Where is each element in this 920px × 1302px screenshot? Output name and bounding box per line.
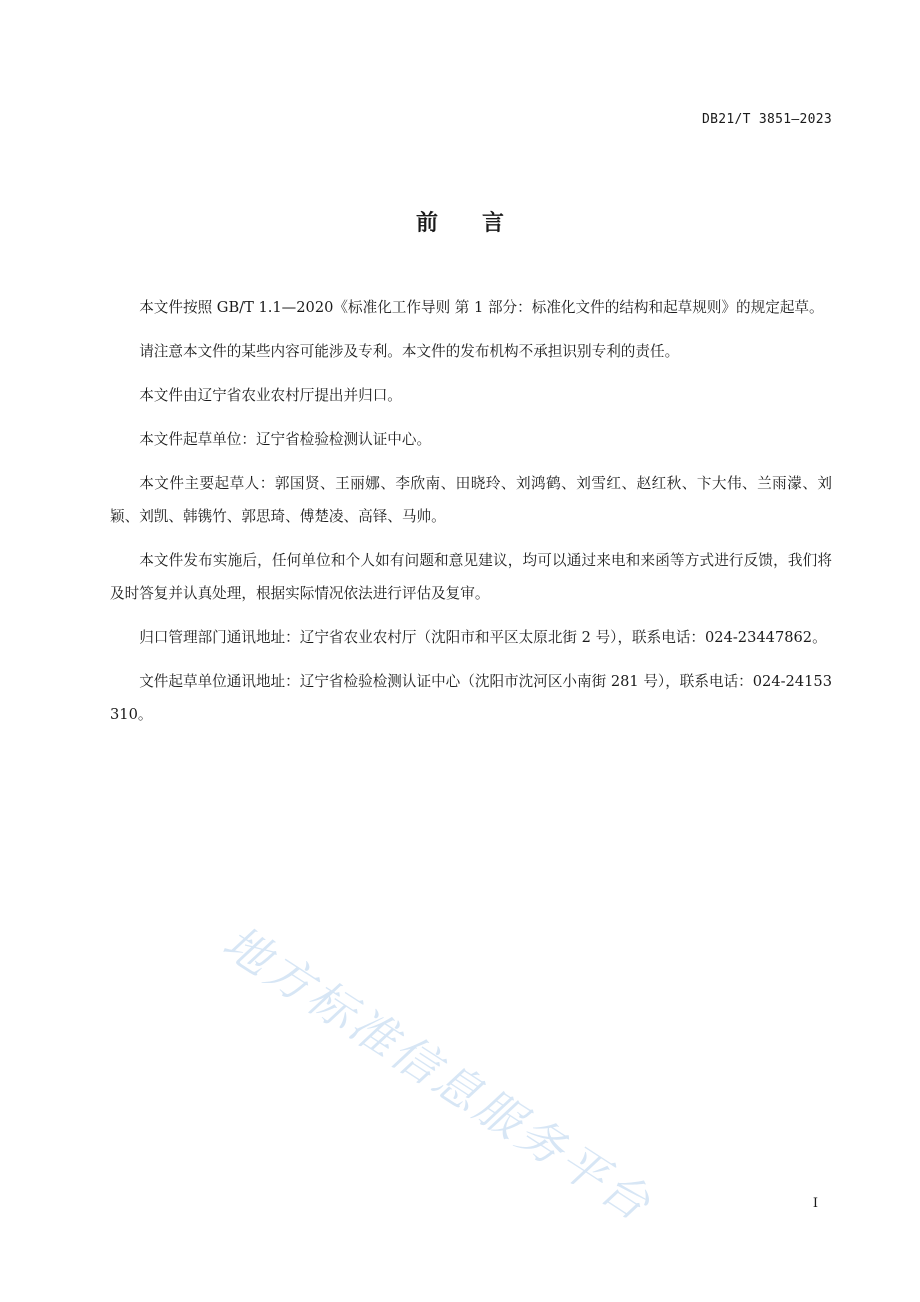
watermark: 地方标准信息服务平台 (213, 914, 663, 1233)
paragraph-proposer: 本文件由辽宁省农业农村厅提出并归口。 (139, 387, 402, 404)
body-text (110, 291, 832, 742)
paragraph-management-address: 归口管理部门通讯地址：辽宁省农业农村厅（沈阳市和平区太原北街 2 号），联系电话：024-23447862。 (139, 629, 827, 646)
paragraph-drafters: 本文件主要起草人：郭国贤、王丽娜、李欣南、田晓玲、刘鸿鹤、刘雪红、赵红秋、卞大伟、兰雨濛、刘颖、刘凯、韩镌竹、郭思琦、傅楚凌、高铎、马帅。 (110, 475, 832, 525)
page-number: I (812, 1196, 818, 1211)
paragraph-drafting-rules: 本文件按照 GB/T 1.1—2020《标准化工作导则 第 1 部分：标准化文件的结构和起草规则》的规定起草。 (139, 299, 824, 316)
paragraph-drafting-unit: 本文件起草单位：辽宁省检验检测认证中心。 (139, 431, 432, 448)
paragraph-feedback: 本文件发布实施后，任何单位和个人如有问题和意见建议，均可以通过来电和来函等方式进行反馈，我们将及时答复并认真处理，根据实际情况依法进行评估及复审。 (110, 552, 832, 602)
document-code: DB21/T 3851—2023 (701, 112, 832, 127)
paragraph-patent-notice: 请注意本文件的某些内容可能涉及专利。本文件的发布机构不承担识别专利的责任。 (139, 343, 680, 360)
page-title: 前言 (415, 211, 548, 236)
paragraph-drafting-unit-address: 文件起草单位通讯地址：辽宁省检验检测认证中心（沈阳市沈河区小南街 281 号），联系电话：024-24153310。 (110, 673, 832, 723)
